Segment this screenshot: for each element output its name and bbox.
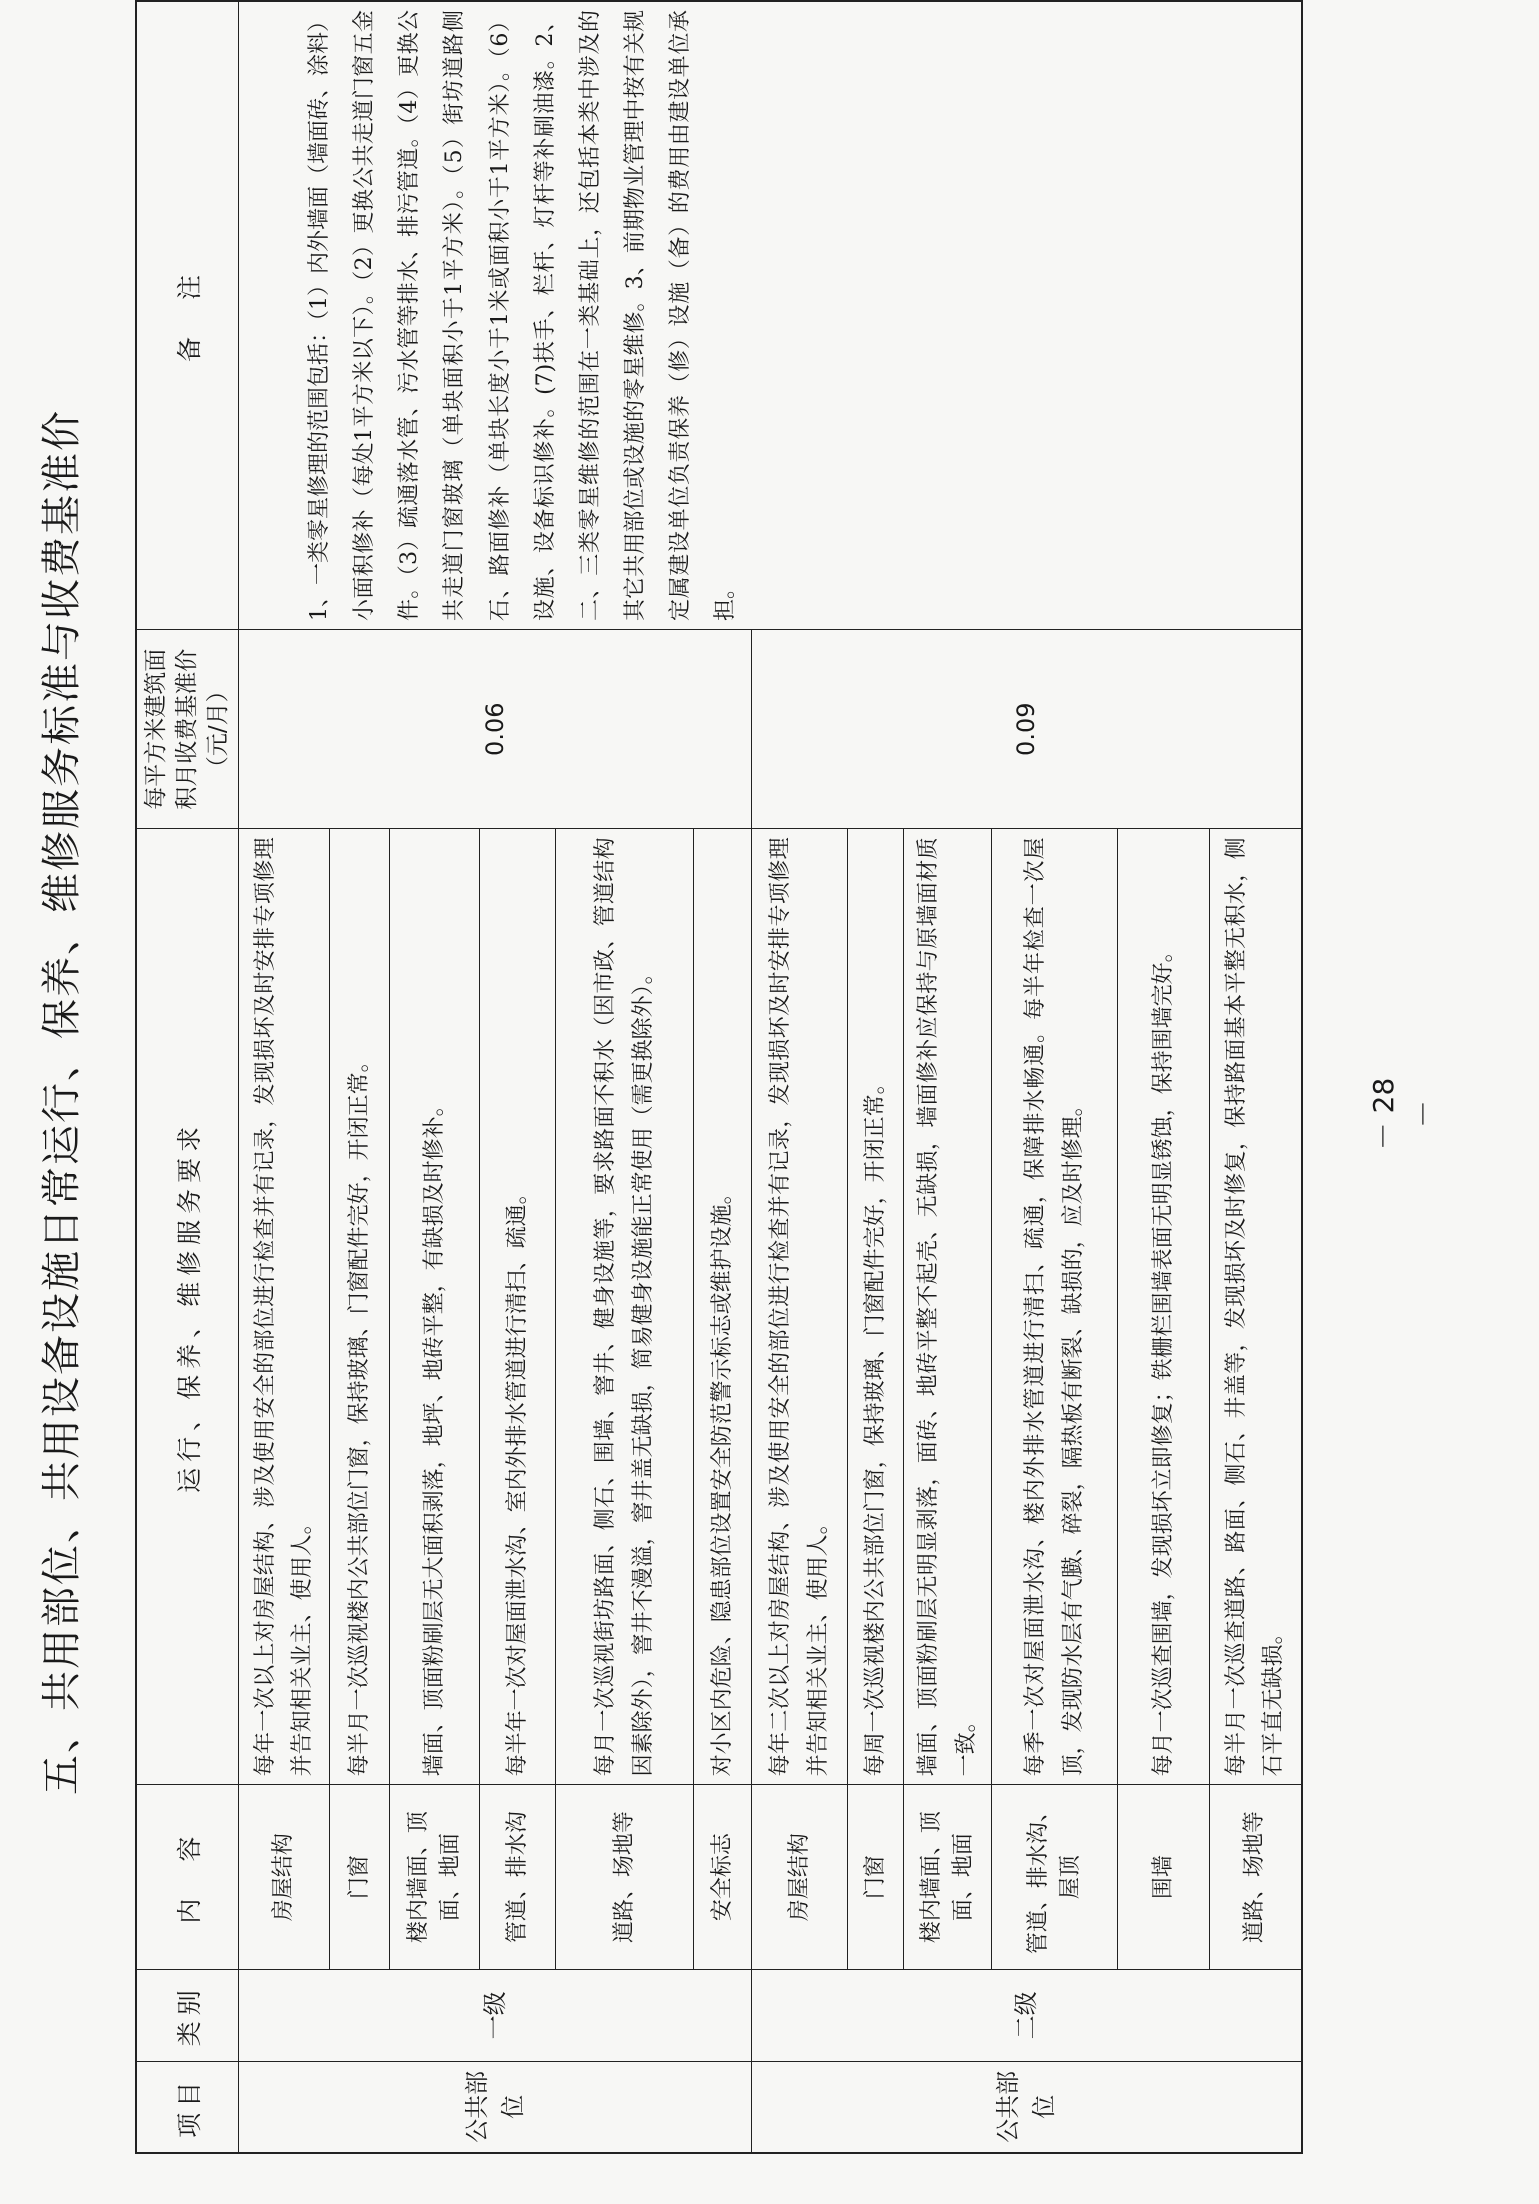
requirement-cell: 墙面、顶面粉刷层无明显剥落，面砖、地砖平整不起壳、无缺损，墙面修补应保持与原墙面材质一致。 [904,829,992,1785]
content-cell: 围墙 [1118,1785,1210,1970]
item-cell: 公共部位 [239,2061,752,2153]
header-remarks: 备 注 [136,1,239,630]
requirement-cell: 每季一次对屋面泄水沟、楼内外排水管道进行清扫、疏通，保障排水畅通。每半年检查一次屋顶，发现防水层有气臌、碎裂，隔热板有断裂、缺损的，应及时修理。 [992,829,1118,1785]
content-cell: 房屋结构 [752,1785,848,1970]
requirement-cell: 每月一次巡查围墙，发现损坏立即修复；铁栅栏围墙表面无明显锈蚀，保持围墙完好。 [1118,829,1210,1785]
content-cell: 门窗 [848,1785,904,1970]
content-cell: 楼内墙面、顶面、地面 [390,1785,480,1970]
table-row [239,1,330,2153]
header-row [136,1,239,2153]
price-cell: 0.06 [239,630,752,829]
requirement-cell: 每半年一次对屋面泄水沟、室内外排水管道进行清扫、疏通。 [480,829,556,1785]
requirement-cell: 每月一次巡视街坊路面、侧石、围墙、窨井、健身设施等，要求路面不积水（因市政、管道结构因素除外），窨井不漫溢，窨井盖无缺损，简易健身设施能正常使用（需更换除外）。 [556,829,694,1785]
content-cell: 门窗 [330,1785,390,1970]
requirement-cell: 每周一次巡视楼内公共部位门窗，保持玻璃、门窗配件完好，开闭正常。 [848,829,904,1785]
level-cell: 二级 [752,1969,1302,2061]
level-cell: 一级 [239,1969,752,2061]
header-item: 项目 [136,2061,239,2153]
content-cell: 房屋结构 [239,1785,330,1970]
requirement-cell: 每半月一次巡视楼内公共部位门窗，保持玻璃、门窗配件完好，开闭正常。 [330,829,390,1785]
content-cell: 楼内墙面、顶面、地面 [904,1785,992,1970]
page-number: － 28 － [1367,1077,1440,1151]
service-standard-table [135,0,1303,2154]
content-cell: 管道、排水沟 [480,1785,556,1970]
requirement-cell: 每年一次以上对房屋结构、涉及使用安全的部位进行检查并有记录，发现损坏及时安排专项修理并告知相关业主、使用人。 [239,829,330,1785]
item-cell: 公共部位 [752,2061,1302,2153]
content-cell: 道路、场地等 [1210,1785,1302,1970]
header-content: 内 容 [136,1785,239,1970]
header-level: 类别 [136,1969,239,2061]
requirement-cell: 墙面、顶面粉刷层无大面积剥落，地坪、地砖平整，有缺损及时修补。 [390,829,480,1785]
content-cell: 道路、场地等 [556,1785,694,1970]
content-cell: 安全标志 [694,1785,752,1970]
requirement-cell: 每年二次以上对房屋结构、涉及使用安全的部位进行检查并有记录，发现损坏及时安排专项修理并告知相关业主、使用人。 [752,829,848,1785]
price-cell: 0.09 [752,630,1302,829]
content-cell: 管道、排水沟、屋顶 [992,1785,1118,1970]
requirement-cell: 对小区内危险、隐患部位设置安全防范警示标志或维护设施。 [694,829,752,1785]
requirement-cell: 每半月一次巡查道路、路面、侧石、井盖等，发现损坏及时修复，保持路面基本平整无积水，侧石平直无缺损。 [1210,829,1302,1785]
header-requirements: 运行、保养、维修服务要求 [136,829,239,1785]
remarks-cell: 1、一类零星修理的范围包括：（1）内外墙面（墙面砖、涂料）小面积修补（每处1平方米以下）。（2）更换公共走道门窗五金件。（3）疏通落水管、污水管等排水、排污管道。（4）更换公共走道门窗玻璃（单块面积小于1平方米）。（5）街坊道路侧石、路面修补（单块长度小于1米或面积小于1平方米）。（6）设施、设备标识修补。(7)扶手、栏杆、灯杆等补刷油漆。2、二、三类零星维修的范围在一类基础上，还包括本类中涉及的其它共用部位或设施的零星维修。3、前期物业管理中按有关规定属建设单位负责保养（修）设施（备）的费用由建设单位承担。 [239,1,1302,630]
document-title: 五、共用部位、共用设备设施日常运行、保养、维修服务标准与收费基准价 [39,409,85,1795]
header-price: 每平方米建筑面积月收费基准价（元/月） [136,630,239,829]
